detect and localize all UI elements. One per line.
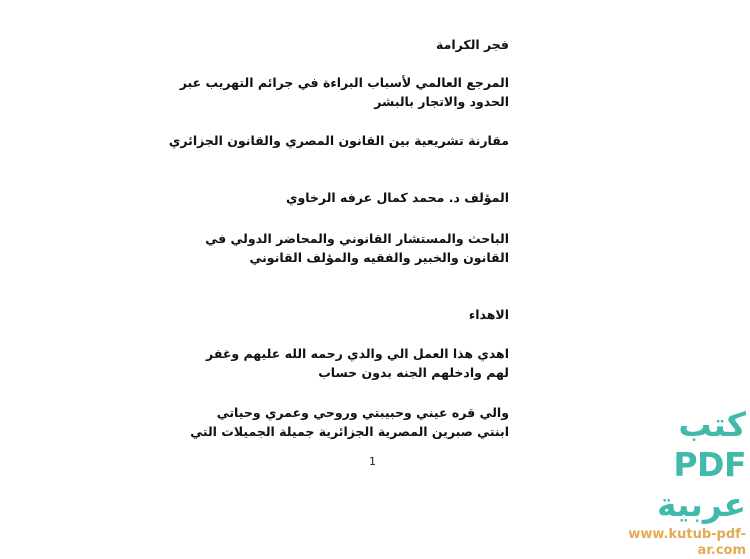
- author-line: المؤلف د. محمد كمال عرفه الرخاوي: [286, 190, 509, 205]
- dedication-heading: الاهداء: [468, 307, 509, 322]
- subtitle-line-1: المرجع العالمي لأسباب البراءة في جرائم التهريب عبر: [179, 75, 509, 90]
- dedication-line-4: ابنتي صبرين المصرية الجزائرية جميلة الجميلات التي: [190, 424, 509, 439]
- watermark-title: كتب PDF عربية: [657, 405, 746, 524]
- dedication-line-2: لهم وادخلهم الجنه بدون حساب: [318, 365, 509, 380]
- site-watermark: [596, 405, 746, 559]
- dedication-line-1: اهدي هذا العمل الي والدي رحمه الله عليهم وغفر: [206, 346, 509, 361]
- comparison-line: مقارنة تشريعية بين القانون المصري والقانون الجزائري: [168, 133, 509, 148]
- watermark-url: www.kutub-pdf-ar.com: [628, 527, 746, 558]
- book-title: فجر الكرامة: [436, 37, 509, 52]
- page-number: 1: [369, 455, 376, 468]
- author-title-line-1: الباحث والمستشار القانوني والمحاضر الدولي في: [205, 231, 509, 246]
- author-title-line-2: القانون والخبير والفقيه والمؤلف القانوني: [249, 250, 509, 265]
- subtitle-line-2: الحدود والاتجار بالبشر: [374, 94, 509, 109]
- dedication-line-3: والي قره عيني وحبيبتي وروحي وعمري وحياتي: [216, 405, 509, 420]
